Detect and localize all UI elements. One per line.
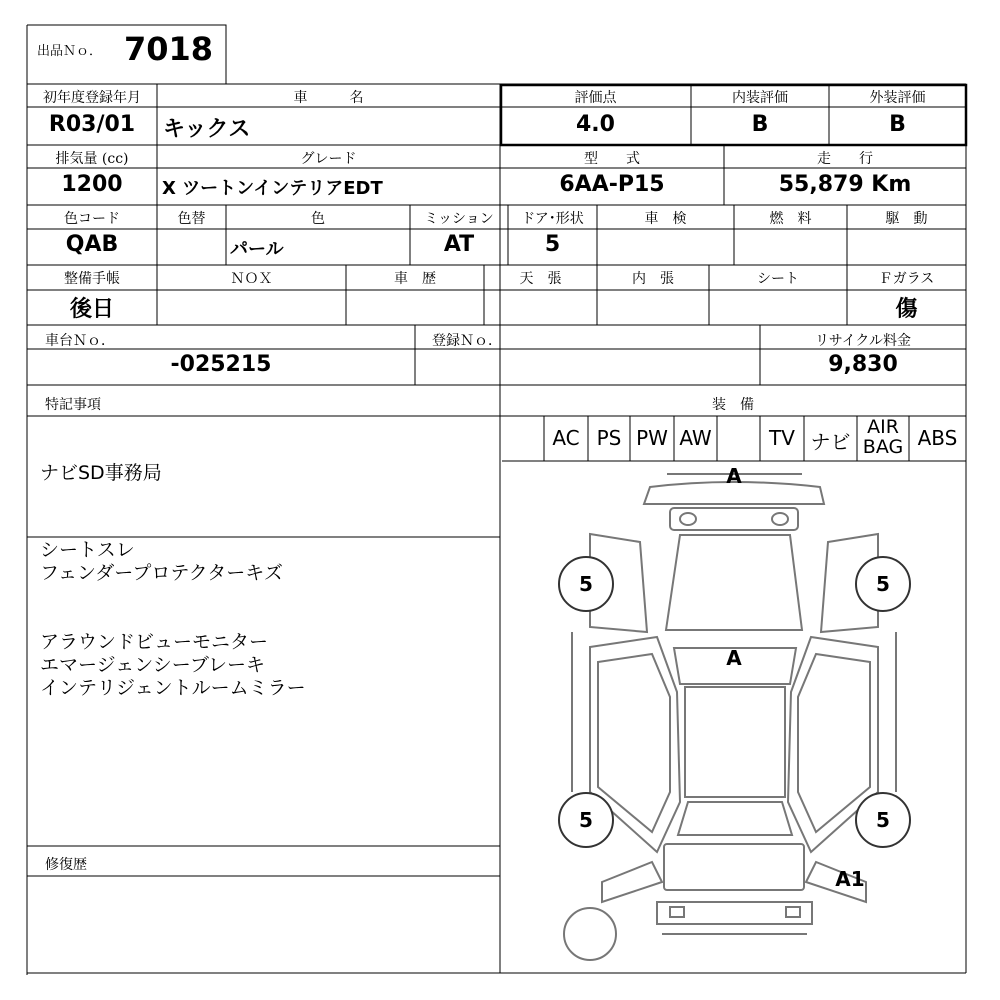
mileage-value: 55,879 Km [778, 172, 912, 197]
note-line: フェンダープロテクターキズ [40, 562, 283, 584]
chassis-label: 車台Ｎｏ． [45, 333, 115, 349]
rear-damage-mark: A1 [835, 867, 865, 891]
notes-line-1: ナビSD事務局 [40, 462, 162, 484]
note-line [40, 608, 306, 631]
front-bumper-mark: A [726, 464, 742, 488]
note-line: エマージェンシーブレーキ [40, 654, 266, 676]
color-value: パール [230, 239, 284, 260]
model-label: 型 式 [584, 151, 640, 167]
equip-ac: AC [552, 426, 580, 450]
grade-label: グレード [300, 151, 357, 167]
equip-navi: ナビ [810, 430, 851, 454]
notes-label: 特記事項 [45, 397, 101, 413]
drive-label: 駆 動 [885, 211, 928, 227]
tire-rl-score: 5 [579, 808, 593, 832]
color-change-label: 色替 [177, 211, 206, 227]
equip-abs: ABS [917, 426, 958, 450]
tire-fr-score: 5 [876, 572, 890, 596]
model-value: 6AA-P15 [559, 172, 665, 197]
lot-label: 出品Ｎｏ． [37, 44, 103, 59]
note-line: アラウンドビューモニター [40, 631, 269, 653]
windshield-mark: A [726, 646, 742, 670]
score-value: 4.0 [576, 112, 615, 137]
f-glass-value: 傷 [895, 297, 918, 322]
recycle-value: 9,830 [828, 352, 898, 377]
first-reg-value: R03/01 [48, 112, 136, 137]
interior-eval-label: 内装評価 [732, 90, 788, 106]
equip-pw: PW [636, 426, 668, 450]
equipment-label: 装 備 [712, 397, 754, 413]
score-label: 評価点 [574, 90, 617, 106]
ceiling-label: 天 張 [519, 271, 562, 287]
color-label: 色 [311, 211, 325, 227]
tire-fl-score: 5 [579, 572, 593, 596]
equip-ps: PS [596, 426, 622, 450]
nox-label: ＮＯＸ [230, 271, 273, 287]
mission-value: AT [443, 232, 475, 257]
recycle-label: リサイクル料金 [814, 333, 912, 349]
grade-value: X ツートンインテリアEDT [162, 178, 383, 199]
notes-block [40, 539, 306, 700]
interior-eval-value: B [751, 112, 769, 137]
chassis-value: -025215 [170, 352, 272, 377]
displacement-value: 1200 [61, 172, 123, 197]
seat-label: シート [757, 271, 799, 287]
mileage-label: 走 行 [817, 151, 873, 167]
maintenance-value: 後日 [69, 297, 114, 322]
color-code-value: QAB [65, 232, 119, 257]
exterior-eval-label: 外装評価 [869, 90, 926, 106]
maintenance-label: 整備手帳 [64, 271, 120, 287]
note-line [40, 585, 306, 608]
interior-trim-label: 内 張 [632, 271, 674, 287]
equip-tv: TV [769, 426, 795, 450]
inspection-label: 車 検 [644, 211, 687, 227]
color-code-label: 色コード [64, 211, 120, 227]
note-line: インテリジェントルームミラー [40, 677, 306, 699]
car-damage-diagram [502, 462, 966, 973]
door-value: 5 [544, 232, 561, 257]
door-label: ドア･形状 [521, 211, 584, 227]
first-reg-label: 初年度登録年月 [43, 90, 141, 106]
equip-aw: AW [679, 426, 712, 450]
equip-airbag: AIR BAG [862, 416, 904, 458]
displacement-label: 排気量 (cc) [55, 151, 129, 167]
car-name-label: 車 名 [293, 90, 364, 106]
car-name-value: キックス [163, 117, 251, 142]
lot-number: 7018 [124, 30, 214, 68]
registration-label: 登録Ｎｏ． [432, 333, 502, 349]
mission-label: ミッション [424, 211, 494, 227]
repair-history-label: 修復歴 [45, 857, 87, 873]
note-line: シートスレ [40, 539, 135, 561]
history-label: 車 歴 [394, 271, 436, 287]
fuel-label: 燃 料 [769, 211, 812, 227]
exterior-eval-value: B [889, 112, 906, 137]
f-glass-label: Ｆガラス [878, 271, 935, 287]
tire-rr-score: 5 [876, 808, 890, 832]
